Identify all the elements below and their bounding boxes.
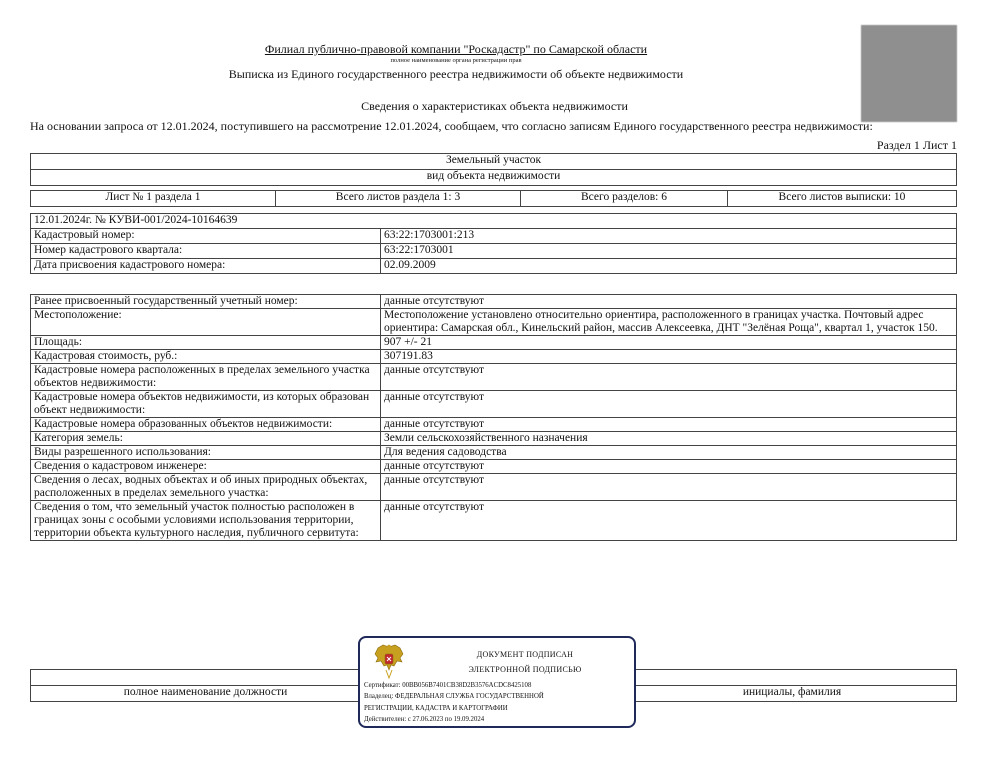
row-value: Для ведения садоводства [381, 446, 957, 460]
row-value: Местоположение установлено относительно ориентира, расположенного в границах участка. Почтовый адрес ориентира: Самарская обл., Кинельский район, массив Алексеевка, ДНТ "Зелёная Роща", квартал 1, участок 150. [381, 309, 957, 336]
object-type-caption: вид объекта недвижимости [31, 170, 957, 186]
sections-total: Всего разделов: 6 [521, 191, 728, 207]
row-label: Сведения о лесах, водных объектах и об иных природных объектах, расположенных в пределах земельного участка: [31, 474, 381, 501]
electronic-signature-stamp [358, 636, 636, 728]
sheets-in-section: Всего листов раздела 1: 3 [276, 191, 521, 207]
row-value: данные отсутствуют [381, 295, 957, 309]
table-row [31, 432, 957, 446]
row-label: Сведения о кадастровом инженере: [31, 460, 381, 474]
table-row [31, 418, 957, 432]
identifiers-table [30, 213, 957, 274]
position-cell [31, 670, 381, 686]
table-row [31, 244, 957, 259]
row-label: Кадастровый номер: [31, 229, 381, 244]
table-row [31, 229, 957, 244]
row-value: данные отсутствуют [381, 364, 957, 391]
row-value: данные отсутствуют [381, 460, 957, 474]
name-caption: инициалы, фамилия [628, 686, 957, 702]
table-row [31, 295, 957, 309]
row-label: Категория земель: [31, 432, 381, 446]
row-label: Площадь: [31, 336, 381, 350]
stamp-title-line2: ЭЛЕКТРОННОЙ ПОДПИСЬЮ [468, 665, 582, 674]
characteristics-table [30, 294, 957, 541]
table-row [31, 446, 957, 460]
table-row [31, 364, 957, 391]
row-label: Местоположение: [31, 309, 381, 336]
row-label: Кадастровые номера расположенных в пределах земельного участка объектов недвижимости: [31, 364, 381, 391]
table-row [31, 336, 957, 350]
row-value: данные отсутствуют [381, 391, 957, 418]
stamp-title-line1: ДОКУМЕНТ ПОДПИСАН [476, 650, 574, 659]
row-label: Номер кадастрового квартала: [31, 244, 381, 259]
stamp-owner-line1: Владелец: ФЕДЕРАЛЬНАЯ СЛУЖБА ГОСУДАРСТВЕННОЙ [364, 693, 544, 700]
stamp-validity: Действителен: с 27.06.2023 по 19.09.2024 [364, 716, 485, 723]
position-caption: полное наименование должности [31, 686, 381, 702]
row-label: Сведения о том, что земельный участок полностью расположен в границах зоны с особыми условиями использования территории, территории объекта культурного наследия, публичного сервитута: [31, 501, 381, 541]
table-row [31, 501, 957, 541]
organization-caption: полное наименование органа регистрации прав [390, 57, 522, 64]
row-value: данные отсутствуют [381, 501, 957, 541]
stamp-owner-line2: РЕГИСТРАЦИИ, КАДАСТРА И КАРТОГРАФИИ [364, 705, 508, 712]
row-label: Кадастровая стоимость, руб.: [31, 350, 381, 364]
table-row [31, 460, 957, 474]
row-value: 02.09.2009 [381, 259, 957, 274]
row-label: Кадастровые номера объектов недвижимости, из которых образован объект недвижимости: [31, 391, 381, 418]
table-row [31, 309, 957, 336]
table-row [31, 350, 957, 364]
row-label: Дата присвоения кадастрового номера: [31, 259, 381, 274]
row-value: данные отсутствуют [381, 418, 957, 432]
row-value: Земли сельскохозяйственного назначения [381, 432, 957, 446]
coat-of-arms-icon [374, 644, 404, 680]
organization-name: Филиал публично-правовой компании "Роскадастр" по Самарской области [264, 42, 648, 56]
row-label: Кадастровые номера образованных объектов недвижимости: [31, 418, 381, 432]
section-title: Сведения о характеристиках объекта недвижимости [361, 99, 628, 113]
pages-table [30, 190, 957, 207]
basis-text: На основании запроса от 12.01.2024, поступившего на рассмотрение 12.01.2024, сообщаем, что согласно записям Единого государственного реестра недвижимости: [30, 119, 873, 133]
row-label: Ранее присвоенный государственный учетный номер: [31, 295, 381, 309]
object-type-table [30, 153, 957, 186]
stamp-certificate: Сертификат: 00BB056B7401CB38D2B3576ACDC8425108 [364, 682, 532, 689]
row-value: данные отсутствуют [381, 474, 957, 501]
row-label: Виды разрешенного использования: [31, 446, 381, 460]
sheet-number: Лист № 1 раздела 1 [31, 191, 276, 207]
sheets-total: Всего листов выписки: 10 [728, 191, 957, 207]
table-row [31, 259, 957, 274]
section-sheet-label: Раздел 1 Лист 1 [876, 138, 957, 152]
row-value: 63:22:1703001:213 [381, 229, 957, 244]
row-value: 907 +/- 21 [381, 336, 957, 350]
name-cell [628, 670, 957, 686]
table-row [31, 391, 957, 418]
row-value: 307191.83 [381, 350, 957, 364]
object-type: Земельный участок [31, 154, 957, 170]
document-title: Выписка из Единого государственного реестра недвижимости об объекте недвижимости [228, 67, 684, 81]
table-row [31, 474, 957, 501]
row-value: 63:22:1703001 [381, 244, 957, 259]
extract-number: 12.01.2024г. № КУВИ-001/2024-10164639 [31, 214, 957, 229]
